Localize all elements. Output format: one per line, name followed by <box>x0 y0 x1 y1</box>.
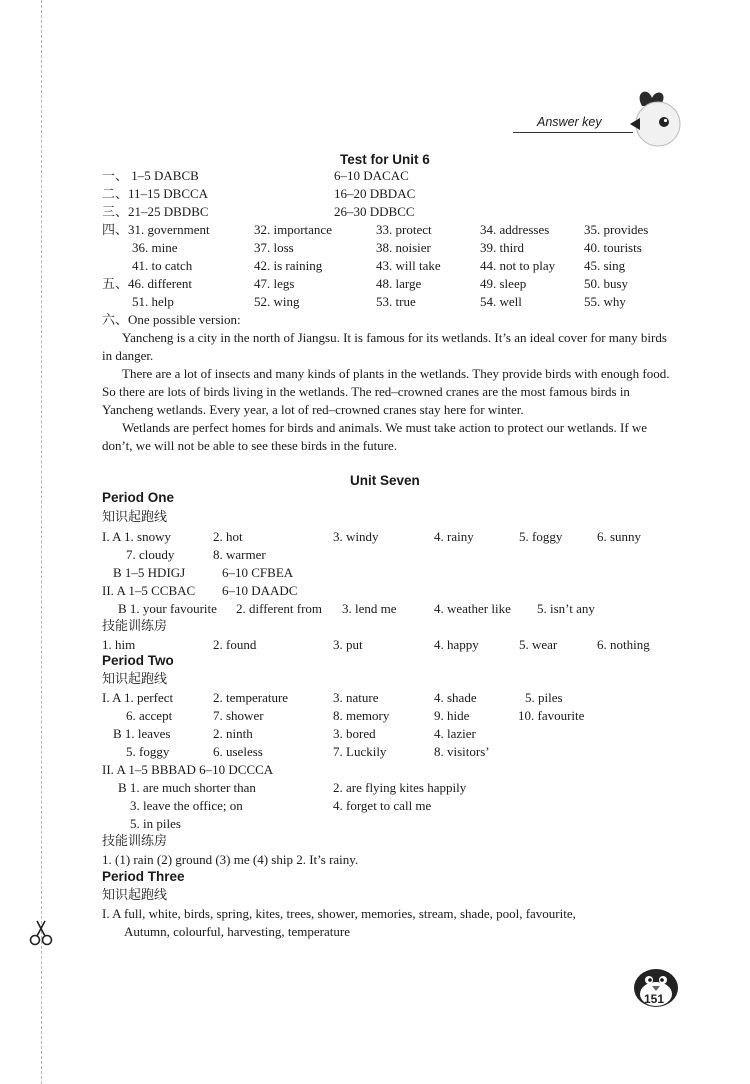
answer-cell: 8. memory <box>333 708 390 723</box>
answer-cell: 2. are flying kites happily <box>333 780 467 795</box>
section-label: 知识起跑线 <box>102 671 168 686</box>
answer-cell: 4. happy <box>434 637 479 652</box>
answer-cell: 4. lazier <box>434 726 476 741</box>
answer-cell: 3. bored <box>333 726 376 741</box>
vocab-cell: 33. protect <box>376 222 432 237</box>
page-number: 151 <box>644 992 665 1006</box>
answer-row-2-b: 16–20 DBDAC <box>334 186 416 201</box>
essay-paragraph: Yancheng is a city in the north of Jiangsu. It is famous for its wetlands. It’s an ideal cover for many birds in danger. <box>102 330 667 363</box>
answer-cell: B 1. your favourite <box>118 601 217 616</box>
answer-cell: 5. foggy <box>126 744 170 759</box>
section-label: 知识起跑线 <box>102 509 168 524</box>
answer-line: I. A full, white, birds, spring, kites, trees, shower, memories, stream, shade, pool, favourite, <box>102 906 576 921</box>
answer-cell: B 1–5 HDIGJ <box>113 565 186 580</box>
period-three-heading: Period Three <box>102 869 185 884</box>
answer-cell: 6–10 DAADC <box>222 583 298 598</box>
answer-cell: 3. put <box>333 637 363 652</box>
answer-cell: 3. leave the office; on <box>130 798 243 813</box>
vocab-cell: 四、31. government <box>102 222 210 237</box>
vocab-cell: 51. help <box>132 294 174 309</box>
answer-cell: 2. ninth <box>213 726 253 741</box>
essay-paragraph: Wetlands are perfect homes for birds and animals. We must take action to protect our wetlands. If we don’t, we will not be able to see these birds in the future. <box>102 420 648 453</box>
unit-title: Unit Seven <box>350 473 420 488</box>
answer-row-1-a: 一、 1–5 DABCB <box>102 168 199 183</box>
scissors-icon <box>28 918 54 948</box>
vocab-cell: 32. importance <box>254 222 332 237</box>
answer-row-3-b: 26–30 DDBCC <box>334 204 415 219</box>
vocab-cell: 42. is raining <box>254 258 323 273</box>
vocab-cell: 35. provides <box>584 222 649 237</box>
answer-cell: 7. cloudy <box>126 547 175 562</box>
answer-cell: 5. wear <box>519 637 558 652</box>
vocab-cell: 49. sleep <box>480 276 527 291</box>
answer-cell: 5. foggy <box>519 529 563 544</box>
answer-cell: 7. Luckily <box>333 744 387 759</box>
answer-row-3-a: 三、21–25 DBDBC <box>102 204 209 219</box>
header-label: Answer key <box>537 115 602 129</box>
answer-cell: B 1. leaves <box>113 726 171 741</box>
answer-cell: 2. hot <box>213 529 243 544</box>
vocab-cell: 34. addresses <box>480 222 550 237</box>
answer-cell: 6. nothing <box>597 637 650 652</box>
section-label: 技能训练房 <box>102 618 168 633</box>
answer-line: Autumn, colourful, harvesting, temperature <box>124 924 350 939</box>
period-two-heading: Period Two <box>102 653 174 668</box>
period-one-heading: Period One <box>102 490 175 505</box>
answer-cell: II. A 1–5 CCBAC <box>102 583 196 598</box>
writing-label: 六、One possible version: <box>102 312 241 327</box>
vocab-cell: 45. sing <box>584 258 626 273</box>
answer-cell: 3. windy <box>333 529 379 544</box>
answer-cell: 5. piles <box>525 690 563 705</box>
vocab-cell: 53. true <box>376 294 416 309</box>
vocab-cell: 50. busy <box>584 276 629 291</box>
vocab-cell: 38. noisier <box>376 240 431 255</box>
answer-cell: 1. him <box>102 637 136 652</box>
answer-cell: II. A 1–5 BBBAD 6–10 DCCCA <box>102 762 274 777</box>
section-label: 技能训练房 <box>102 833 168 848</box>
answer-cell: I. A 1. snowy <box>102 529 171 544</box>
answer-row-1-b: 6–10 DACAC <box>334 168 409 183</box>
answer-cell: 7. shower <box>213 708 264 723</box>
vocab-cell: 44. not to play <box>480 258 556 273</box>
section-label: 知识起跑线 <box>102 887 168 902</box>
answer-cell: 4. forget to call me <box>333 798 432 813</box>
answer-cell: 2. found <box>213 637 257 652</box>
answer-cell: 4. rainy <box>434 529 474 544</box>
answer-cell: 8. warmer <box>213 547 266 562</box>
vocab-cell: 36. mine <box>132 240 178 255</box>
answer-cell: 8. visitors’ <box>434 744 490 759</box>
answer-cell: 4. shade <box>434 690 477 705</box>
answer-cell: 9. hide <box>434 708 470 723</box>
vocab-cell: 52. wing <box>254 294 300 309</box>
answer-line: 1. (1) rain (2) ground (3) me (4) ship 2. It’s rainy. <box>102 852 359 867</box>
answer-cell: 6. sunny <box>597 529 642 544</box>
answer-cell: 2. different from <box>236 601 323 616</box>
test-title: Test for Unit 6 <box>340 152 430 167</box>
answer-cell: B 1. are much shorter than <box>118 780 256 795</box>
vocab-cell: 48. large <box>376 276 422 291</box>
vocab-cell: 41. to catch <box>132 258 193 273</box>
vocab-cell: 39. third <box>480 240 525 255</box>
vocab-cell: 55. why <box>584 294 626 309</box>
vocab-cell: 37. loss <box>254 240 294 255</box>
answer-cell: 6. useless <box>213 744 263 759</box>
vocab-cell: 五、46. different <box>102 276 193 291</box>
essay <box>102 329 672 455</box>
answer-cell: 2. temperature <box>213 690 289 705</box>
answer-cell: 4. weather like <box>434 601 511 616</box>
answer-cell: 10. favourite <box>518 708 585 723</box>
answer-cell: 5. isn’t any <box>537 601 595 616</box>
answer-cell: 3. nature <box>333 690 379 705</box>
vocab-cell: 43. will take <box>376 258 441 273</box>
answer-cell: 5. in piles <box>130 816 181 831</box>
answer-cell: 6–10 CFBEA <box>222 565 294 580</box>
answer-cell: 6. accept <box>126 708 173 723</box>
answer-cell: I. A 1. perfect <box>102 690 174 705</box>
vocab-cell: 40. tourists <box>584 240 642 255</box>
answer-row-2-a: 二、11–15 DBCCA <box>102 186 209 201</box>
vocab-cell: 47. legs <box>254 276 295 291</box>
fruit-mascot-icon <box>612 84 692 152</box>
answer-cell: 3. lend me <box>342 601 397 616</box>
vocab-cell: 54. well <box>480 294 522 309</box>
essay-paragraph: There are a lot of insects and many kinds of plants in the wetlands. They provide birds with enough food. So there are lots of birds living in the wetlands. The red–crowned cranes are the most famous birds in Yancheng wetlands. Every year, a lot of red–crowned cranes stay here for winter. <box>102 366 670 417</box>
